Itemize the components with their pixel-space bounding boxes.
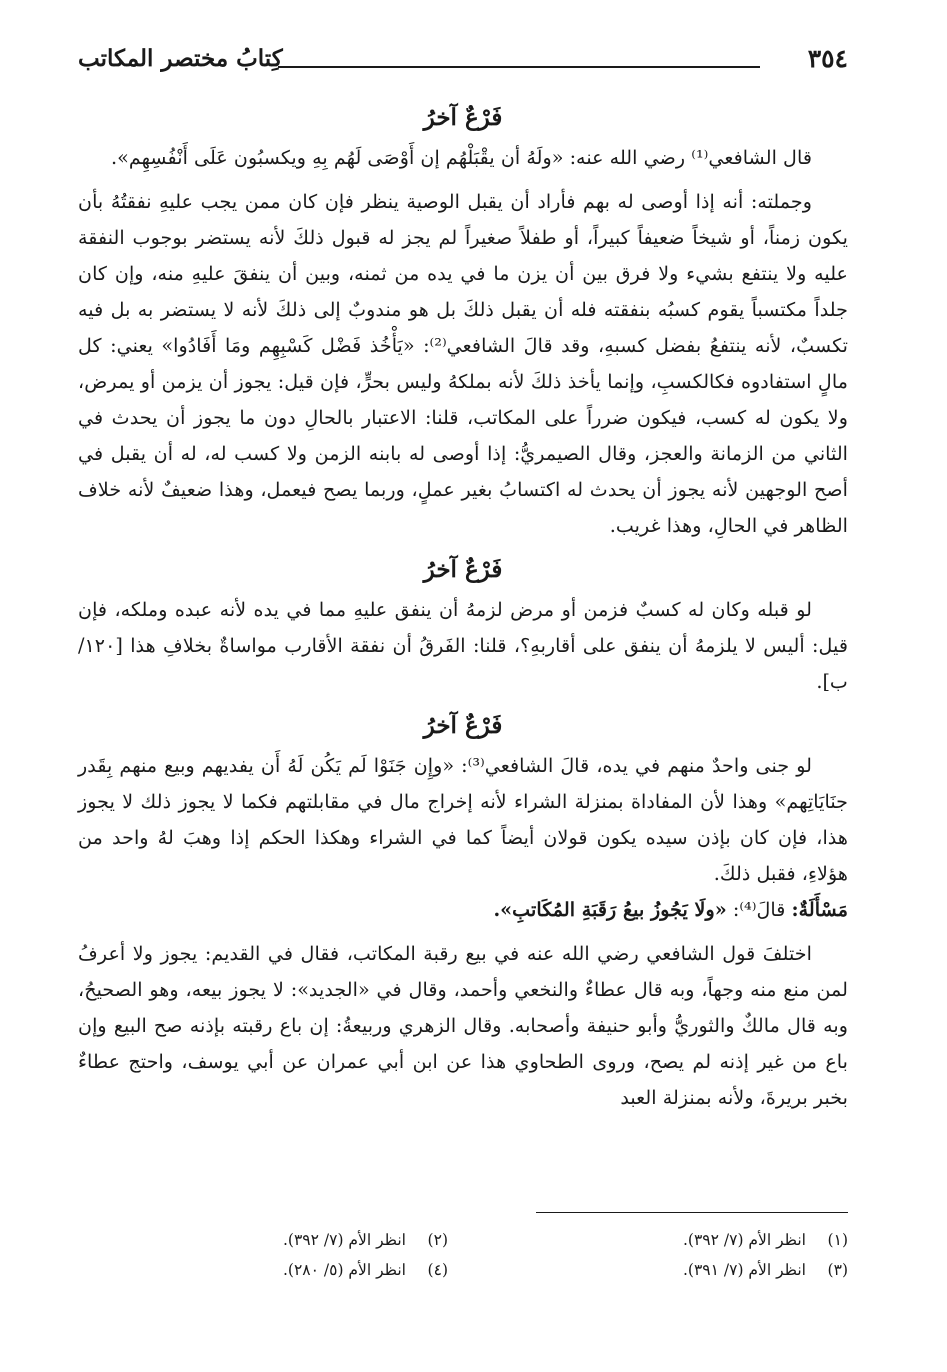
section-heading-1: فَرْعٌ آخرُ bbox=[423, 104, 503, 131]
paragraph: وجملته: أنه إذا أوصى له بهم فأراد أن يقبل الوصية ينظر فإن كان ممن يجب عليهِ نفقتُهُ بأن يكون زمناً، أو شيخاً ضعيفاً كبيراً، أو طفلاً صغيراً لم يجز له قبول ذلكَ لأنه يستضر بوجوب النفقة عليه ولا ينتفع بشيء ولا فرق بين أن يزن ما في يده من ثمنه، وبين أن ينفقَ عليهِ منه، وإن كان جلداً مكتسباً يقوم كسبُه بنفقته فله أن يقبل ذلكَ بل هو مندوبٌ إلى ذلكَ لأنه لا يستضر به بل فيه تكسبٌ، لأنه ينتفعُ بفضل كسبهِ، وقد قالَ الشافعي⁽²⁾: «يَأْخُذ فَضْل كَسْبِهِم ومَا أَفَادُوا» يعني: كل مالٍ استفادوه فكالكسبِ، وإنما يأخذ ذلكَ لأنه بملكهُ وليس بحرٍّ، فإن قيل: يجوز أن يزمن أو يمرض، ولا يكون له كسب، فيكون ضرراً على المكاتب، قلنا: الاعتبار بالحالِ دون ما يجوز أن يحدث في الثاني من الزمانة والعجز، وقال الصيمريُّ: إذا أوصى له بابنه الزمن ولا كسب له، له أن يقبل في أصح الوجهين لأنه يجوز أن يحدث له اكتسابُ بغير عملٍ، وربما يصح فيعمل، وهذا ضعيفٌ لأنه خلاف الظاهر في الحالِ، وهذا غريب. bbox=[78, 190, 849, 537]
footnote-number: (١) bbox=[827, 1231, 848, 1249]
footnote-text: انظر الأم (٧/ ٣٩٢). bbox=[283, 1231, 406, 1249]
footnote-text: انظر الأم (٧/ ٣٩١). bbox=[683, 1261, 806, 1279]
footnote bbox=[478, 1228, 848, 1252]
footnotes bbox=[78, 1228, 848, 1282]
footnote-rule bbox=[536, 1212, 848, 1213]
footnote-number: (٤) bbox=[427, 1261, 448, 1279]
footnote-text: انظر الأم (٥/ ٢٨٠). bbox=[283, 1261, 406, 1279]
masala-intro: قالَ⁽⁴⁾: bbox=[732, 898, 786, 921]
masala-label: مَسْأَلَةٌ: bbox=[791, 898, 848, 921]
page bbox=[78, 36, 848, 1116]
book-title: كِتابُ مختصر المكاتب bbox=[78, 44, 283, 72]
footnote-number: (٣) bbox=[827, 1261, 848, 1279]
paragraph: قال الشافعي⁽¹⁾ رضي الله عنه: «ولَهُ أن يقْبَلْهُم إن أَوْصَى لَهُم بِهِ ويكسبُون عَلَى أَنْفُسِهِم». bbox=[110, 146, 812, 169]
footnote-text: انظر الأم (٧/ ٣٩٢). bbox=[683, 1231, 806, 1249]
section-heading-3: فَرْعٌ آخرُ bbox=[423, 712, 503, 739]
running-header bbox=[78, 36, 848, 80]
footnote bbox=[78, 1258, 448, 1282]
page-number: ٣٥٤ bbox=[807, 43, 848, 73]
footnote bbox=[478, 1258, 848, 1282]
masala-line bbox=[78, 892, 848, 928]
header-rule bbox=[278, 66, 760, 68]
paragraph: لو جنى واحدٌ منهم في يده، قالَ الشافعي⁽³⁾: «وإِن جَنَوْا لَم يَكُن لَهُ أَن يفديهم وبيع منهم بِقَدر جنَايَاتِهم» وهذا لأن المفاداة بمنزلة الشراء لأنه إخراج مال في مقابلتهم فكما لا يجوز ذلك لا يجوز هذا، فإن كان بإذن سيده يكون قولان أيضاً كما في الشراء وهكذا الحكم إذا وهبَ لهُ واحد من هؤلاءِ، فقبل ذلكَ. bbox=[78, 754, 848, 885]
footnote-number: (٢) bbox=[427, 1231, 448, 1249]
footnote bbox=[78, 1228, 448, 1252]
masala-quote: «ولَا يَجُوزُ بيعُ رَقَبَةِ المُكَاتبِ». bbox=[493, 898, 727, 921]
section-heading-2: فَرْعٌ آخرُ bbox=[423, 556, 503, 583]
paragraph: لو قبله وكان له كسبٌ فزمن أو مرض لزمهُ أن ينفق عليهِ مما في يده لأنه عبده وملكه، فإن قيل: أليس لا يلزمهُ أن ينفق على أقاربهِ؟، قلنا: الفَرقُ أن نفقة الأقارب مواساةٌ بخلافِ هذا [١٢٠/ب]. bbox=[78, 598, 848, 693]
paragraph: اختلفَ قول الشافعي رضي الله عنه في بيع رقبة المكاتب، فقال في القديم: يجوز ولا أعرفُ لمن منع منه وجهاً، وبه قال عطاءٌ والنخعي وأحمد، وقال في «الجديد»: لا يجوز بيعه، وهو الصحيحُ، وبه قال مالكٌ والثوريُّ وأبو حنيفة وأصحابه. وقال الزهري وربيعةُ: إن باع رقبته بإذنه صح البيع وإن باع من غير إذنه لم يصح، وروى الطحاوي هذا عن ابن أبي عمران عن أبي يوسف، واحتج عطاءٌ بخبر بريرةَ، ولأنه بمنزلة العبد bbox=[78, 942, 848, 1109]
